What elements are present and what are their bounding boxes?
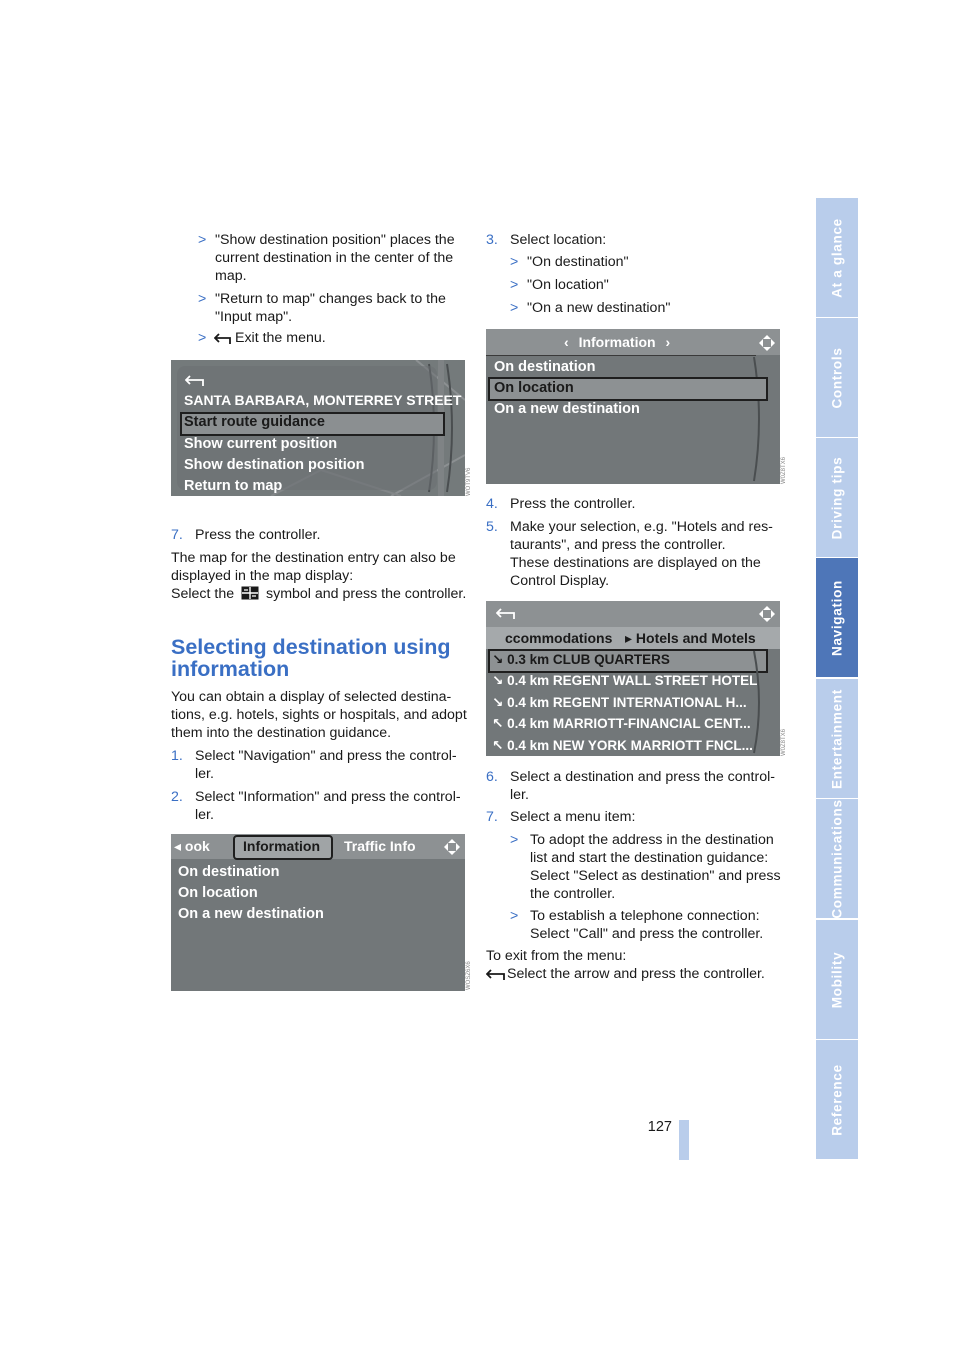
chevron-right-icon: › (665, 334, 671, 350)
back-arrow-icon (214, 332, 232, 350)
bullet-text: "Return to map" changes back to the "Input map". (215, 291, 446, 325)
option-on-new-destination: On a new destination (494, 401, 640, 417)
side-navigation-tabs (816, 198, 858, 1160)
scroll-arrows-icon (443, 838, 461, 861)
menu-item-start-route-guidance: Start route guidance (184, 414, 325, 430)
image-code: W0Z8TX6 (781, 456, 787, 484)
direction-arrow-icon: ↘ (492, 673, 504, 688)
step-5: 5. Make your selection, e.g. "Hotels and res- taurants", and press the controller. These destinations are displayed on the Control Display. (486, 519, 773, 589)
image-code: WOSZ6X6 (466, 961, 472, 990)
step-3: 3. Select location: (486, 232, 607, 248)
side-tab-reference[interactable]: Reference (816, 1040, 858, 1159)
option-on-new-destination: On a new destination (178, 906, 324, 922)
option-on-destination: On destination (494, 359, 596, 375)
map-input-symbol-icon (241, 586, 259, 605)
scroll-arc (748, 649, 780, 756)
step-4: 4. Press the controller. (486, 496, 636, 512)
page-marker-bar (679, 1120, 689, 1160)
result-row: ↘ 0.4 km REGENT WALL STREET HOTEL (492, 673, 758, 688)
side-tab-communications[interactable]: Communications (816, 799, 858, 918)
step-2: 2. Select "Information" and press the control- ler. (171, 789, 461, 823)
option-on-destination: On destination (178, 864, 280, 880)
step-7-right: 7. Select a menu item: (486, 809, 636, 825)
side-tab-at-a-glance[interactable]: At a glance (816, 198, 858, 317)
side-tab-controls[interactable]: Controls (816, 318, 858, 437)
section-heading: Selecting destination using information (171, 635, 451, 681)
side-tab-driving-tips[interactable]: Driving tips (816, 438, 858, 557)
side-tab-navigation[interactable]: Navigation (816, 558, 858, 677)
back-arrow-icon (486, 968, 506, 986)
result-row: ↖ 0.4 km MARRIOTT-FINANCIAL CENT... (492, 716, 751, 731)
side-tab-mobility[interactable]: Mobility (816, 920, 858, 1039)
menu-item-show-destination-position: Show destination position (184, 457, 365, 473)
category-hotels-motels: ▸ Hotels and Motels (625, 630, 756, 646)
map-display-paragraph: The map for the destination entry can also be displayed in the map display: Select the symbol and press the controller. (171, 549, 471, 605)
bullet-text: "Show destination position" places the current destination in the center of the map. (215, 232, 455, 284)
back-arrow-icon (496, 607, 516, 625)
side-tab-entertainment[interactable]: Entertainment (816, 679, 858, 798)
category-accommodations: ccommodations (505, 630, 613, 646)
menu-item-show-current-position: Show current position (184, 436, 338, 452)
scroll-arrows-icon (758, 334, 776, 357)
image-code: WOT9TV6 (466, 467, 472, 496)
option-on-location: On location (178, 885, 258, 901)
screenshot-map-menu (171, 360, 465, 496)
tab-information-label: Information (243, 838, 320, 854)
option-on-location: On location (494, 380, 574, 396)
result-row: ↖ 0.4 km NEW YORK MARRIOTT FNCL... (492, 738, 753, 753)
triangle-right-icon: ▸ (625, 630, 633, 646)
direction-arrow-icon: ↖ (492, 716, 504, 731)
screenshot-hotels-list (486, 601, 780, 756)
direction-arrow-icon: ↘ (492, 652, 504, 667)
tab-traffic-info: Traffic Info (344, 838, 416, 854)
tab-book: ◂ ook (174, 838, 210, 854)
screenshot-information-menu (486, 329, 780, 484)
page-number: 127 (647, 1119, 672, 1135)
menu-item-return-to-map: Return to map (184, 478, 283, 494)
scroll-arrows-icon (758, 605, 776, 628)
step-6: 6. Select a destination and press the control- ler. (486, 769, 775, 803)
menu-item-address: SANTA BARBARA, MONTERREY STREET (184, 392, 462, 408)
result-row: ↘ 0.3 km CLUB QUARTERS (492, 652, 670, 667)
exit-menu-paragraph: To exit from the menu: Select the arrow and press the controller. (486, 947, 765, 983)
screenshot-information-tabs (171, 834, 465, 991)
result-row: ↘ 0.4 km REGENT INTERNATIONAL H... (492, 695, 747, 710)
step-1: 1. Select "Navigation" and press the control- ler. (171, 748, 457, 782)
chevron-left-icon: ‹ (564, 334, 569, 350)
intro-paragraph: You can obtain a display of selected destina- tions, e.g. hotels, sights or hospitals, and adopt them into the destination guidance. (171, 689, 467, 741)
direction-arrow-icon: ↘ (492, 695, 504, 710)
top-bar (486, 601, 780, 627)
step-7-left: 7. Press the controller. (171, 527, 321, 543)
menu-title: ‹ Information › (564, 334, 671, 350)
image-code: W0Z8TX6 (781, 728, 787, 756)
back-arrow-icon (185, 374, 205, 392)
direction-arrow-icon: ↖ (492, 738, 504, 753)
